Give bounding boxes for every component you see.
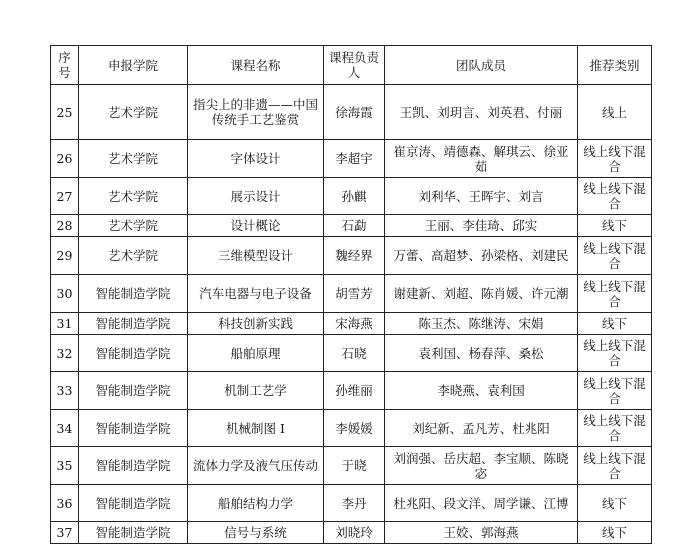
cell-course: 船舶结构力学 [188,485,324,522]
table-row [51,522,652,544]
cell-type: 线上 [578,85,652,140]
cell-team: 刘利华、王晖宇、刘言 [385,178,578,215]
header-college: 申报学院 [79,46,188,85]
cell-course: 指尖上的非遗——中国传统手工艺鉴赏 [188,85,324,140]
cell-team: 刘纪新、孟凡芳、杜兆阳 [385,410,578,447]
cell-no: 37 [51,522,79,544]
cell-no: 36 [51,485,79,522]
cell-type: 线下 [578,522,652,544]
cell-leader: 李丹 [324,485,385,522]
cell-college: 智能制造学院 [79,372,188,410]
cell-no: 32 [51,335,79,372]
cell-course: 船舶原理 [188,335,324,372]
cell-college: 智能制造学院 [79,275,188,313]
cell-leader: 宋海燕 [324,313,385,335]
table-row [51,275,652,313]
table-row [51,140,652,178]
cell-leader: 石晓 [324,335,385,372]
cell-leader: 孙维丽 [324,372,385,410]
cell-course: 机械制图 I [188,410,324,447]
cell-leader: 石勐 [324,215,385,237]
table-row [51,410,652,447]
cell-no: 25 [51,85,79,140]
cell-course: 展示设计 [188,178,324,215]
cell-college: 智能制造学院 [79,447,188,485]
header-team: 团队成员 [385,46,578,85]
header-course: 课程名称 [188,46,324,85]
table-row [51,85,652,140]
cell-team: 陈玉杰、陈继涛、宋娟 [385,313,578,335]
cell-team: 王姣、郭海燕 [385,522,578,544]
table-row [51,178,652,215]
cell-college: 艺术学院 [79,237,188,275]
cell-college: 智能制造学院 [79,335,188,372]
cell-college: 智能制造学院 [79,522,188,544]
header-leader: 课程负责人 [324,46,385,85]
cell-leader: 徐海霞 [324,85,385,140]
cell-leader: 李超宇 [324,140,385,178]
cell-type: 线上线下混合 [578,410,652,447]
cell-type: 线下 [578,313,652,335]
cell-leader: 孙麒 [324,178,385,215]
cell-leader: 胡雪芳 [324,275,385,313]
cell-leader: 刘晓玲 [324,522,385,544]
cell-course: 字体设计 [188,140,324,178]
header-type: 推荐类别 [578,46,652,85]
cell-course: 科技创新实践 [188,313,324,335]
table-row [51,313,652,335]
cell-type: 线上线下混合 [578,178,652,215]
cell-college: 智能制造学院 [79,313,188,335]
cell-team: 杜兆阳、段文洋、周学谦、江博 [385,485,578,522]
cell-leader: 李媛媛 [324,410,385,447]
cell-leader: 于晓 [324,447,385,485]
header-row [51,46,652,85]
cell-no: 27 [51,178,79,215]
cell-course: 流体力学及液气压传动 [188,447,324,485]
cell-type: 线上线下混合 [578,335,652,372]
table-row [51,485,652,522]
cell-course: 信号与系统 [188,522,324,544]
cell-type: 线上线下混合 [578,237,652,275]
table-row [51,447,652,485]
cell-course: 设计概论 [188,215,324,237]
table-row [51,335,652,372]
header-no: 序号 [51,46,79,85]
cell-no: 28 [51,215,79,237]
cell-team: 王丽、李佳琦、邱实 [385,215,578,237]
cell-type: 线下 [578,485,652,522]
cell-college: 艺术学院 [79,178,188,215]
cell-college: 智能制造学院 [79,485,188,522]
cell-team: 袁利国、杨春萍、桑松 [385,335,578,372]
cell-type: 线下 [578,215,652,237]
course-table [50,45,652,544]
table-row [51,215,652,237]
cell-no: 29 [51,237,79,275]
cell-type: 线上线下混合 [578,140,652,178]
cell-team: 王凯、刘玥言、刘英君、付丽 [385,85,578,140]
table-row [51,237,652,275]
cell-no: 34 [51,410,79,447]
cell-course: 三维模型设计 [188,237,324,275]
cell-no: 35 [51,447,79,485]
cell-leader: 魏经界 [324,237,385,275]
cell-course: 汽车电器与电子设备 [188,275,324,313]
cell-team: 崔京涛、靖德森、解琪云、徐亚茹 [385,140,578,178]
cell-no: 33 [51,372,79,410]
cell-type: 线上线下混合 [578,372,652,410]
cell-team: 谢建新、刘超、陈肖媛、许元潮 [385,275,578,313]
cell-no: 31 [51,313,79,335]
cell-college: 智能制造学院 [79,410,188,447]
cell-college: 艺术学院 [79,215,188,237]
cell-team: 刘润强、岳庆超、李宝顺、陈晓宓 [385,447,578,485]
cell-course: 机制工艺学 [188,372,324,410]
cell-college: 艺术学院 [79,140,188,178]
cell-type: 线上线下混合 [578,447,652,485]
cell-no: 30 [51,275,79,313]
cell-no: 26 [51,140,79,178]
cell-team: 李晓燕、袁利国 [385,372,578,410]
cell-type: 线上线下混合 [578,275,652,313]
cell-team: 万蕾、高超梦、孙梁格、刘建民 [385,237,578,275]
table-row [51,372,652,410]
cell-college: 艺术学院 [79,85,188,140]
